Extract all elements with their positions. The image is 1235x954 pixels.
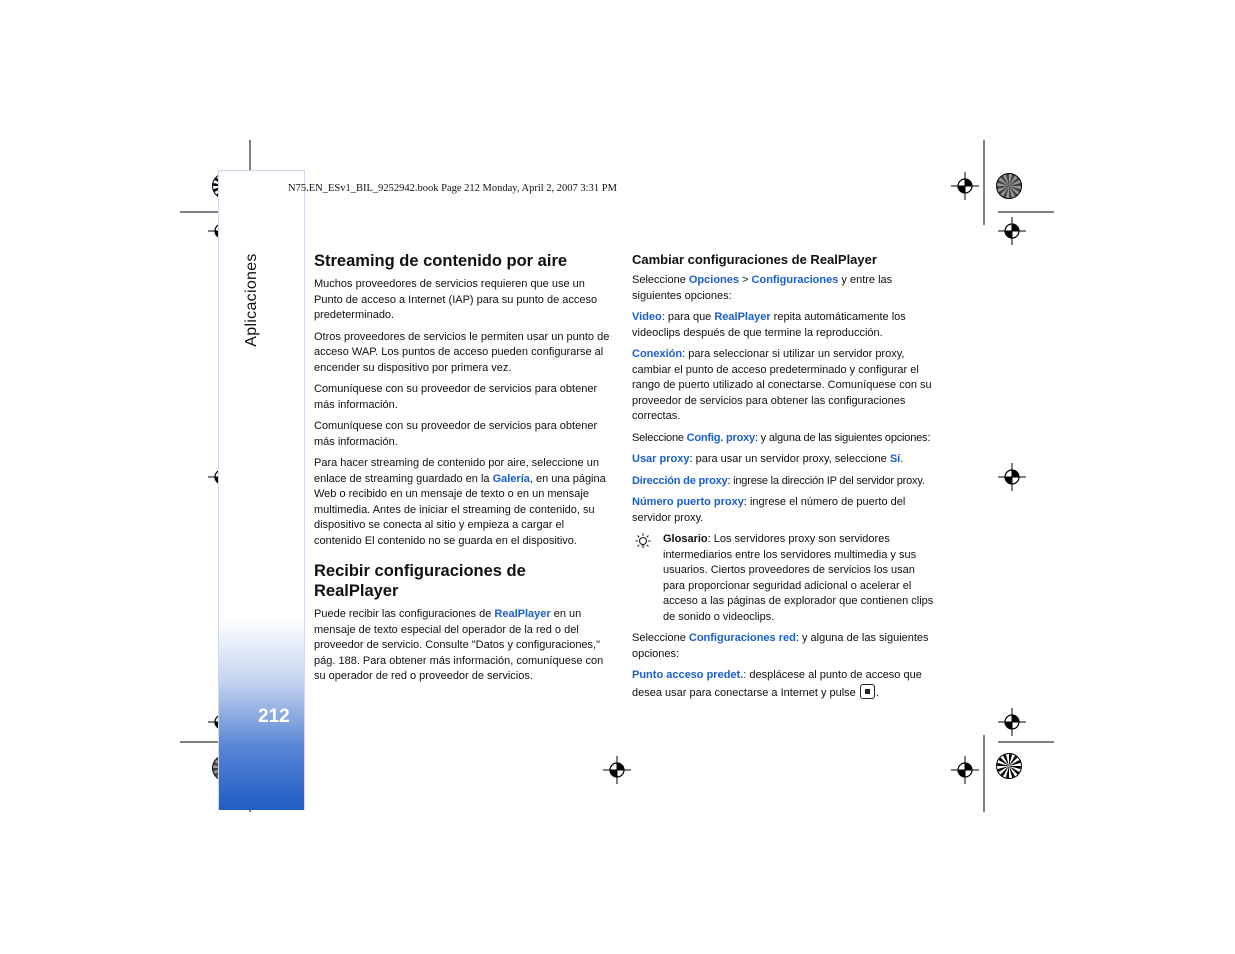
text: : desplácese al punto de acceso que desea usar para conectarse a Internet y pulse: [632, 669, 922, 699]
heading-streaming: Streaming de contenido por aire: [314, 252, 568, 270]
text: >: [739, 274, 752, 286]
paragraph: [632, 474, 937, 490]
text: : y alguna de las siguientes opciones:: [632, 632, 929, 660]
paragraph: [314, 607, 614, 685]
paragraph: [632, 452, 937, 468]
paragraph: [632, 273, 937, 304]
heading-cambiar: Cambiar configuraciones de RealPlayer: [632, 252, 877, 267]
text: y entre las siguientes opciones:: [632, 274, 893, 302]
menu-configuraciones: Configuraciones: [751, 274, 839, 286]
term-punto-acceso: Punto acceso predet.: [632, 669, 744, 681]
menu-configuraciones-red: Configuraciones red: [688, 632, 796, 644]
text: : ingrese la dirección IP del servidor proxy.: [727, 474, 925, 487]
paragraph: [314, 456, 614, 549]
left-column: [314, 251, 614, 691]
paragraph: [632, 431, 937, 447]
option-si: Sí: [889, 453, 901, 465]
term-conexion: Conexión: [632, 348, 683, 360]
page-number: 212: [258, 706, 290, 727]
text: en un mensaje de texto especial del operador de la red o del proveedor de servicio. Consulte "Datos y configuraciones," pág. 188. Para obtener más información, comuníquese con su operador de red o proveedor de servicios.: [314, 608, 604, 682]
tip-term: Glosario: [663, 533, 708, 545]
paragraph: [632, 631, 937, 662]
select-key-icon: [860, 684, 875, 699]
right-column: [632, 251, 937, 707]
paragraph: [632, 495, 937, 526]
text: .: [900, 453, 904, 465]
paragraph: Comuníquese con su proveedor de servicios para obtener más información.: [314, 420, 598, 448]
glossary-tip: [632, 532, 937, 625]
text: : para que: [661, 311, 715, 323]
paragraph: [632, 347, 937, 425]
print-header: N75.EN_ESv1_BIL_9252942.book Page 212 Monday, April 2, 2007 3:31 PM: [288, 183, 617, 194]
link-galeria: Galería: [492, 472, 530, 485]
paragraph: [632, 668, 937, 701]
paragraph: Comuníquese con su proveedor de servicios para obtener más información.: [314, 383, 598, 411]
text: : ingrese el número de puerto del servidor proxy.: [632, 496, 906, 524]
text: Seleccione: [632, 274, 689, 286]
text: Para hacer streaming de contenido por aire, seleccione un enlace de streaming guardado en la: [314, 457, 599, 485]
text: , en una página Web o recibido en un mensaje de texto o en un mensaje multimedia. Antes de iniciar el streaming de contenido, su dispositivo se conecta al sitio y empieza a cargar el contenido El contenido no se guarda en el dispositivo.: [314, 472, 606, 547]
tip-text: : Los servidores proxy son servidores intermediarios entre los servidores multimedia y sus usuarios. Ciertos proveedores de servicios los usan para proporcionar seguridad adicional o acelerar el acceso a las páginas de explorador que contienen clips de sonido o videoclips.: [663, 533, 934, 623]
text: repita automáticamente los videoclips después de que termine la reproducción.: [632, 311, 906, 339]
section-label: Aplicaciones: [243, 253, 260, 347]
lightbulb-icon: [632, 532, 654, 554]
text: Puede recibir las configuraciones de: [314, 608, 495, 620]
text: Seleccione: [632, 632, 689, 644]
text: Seleccione: [632, 431, 687, 444]
paragraph: [632, 310, 937, 341]
link-realplayer: RealPlayer: [494, 608, 551, 620]
term-config-proxy: Config. proxy: [686, 431, 755, 444]
menu-opciones: Opciones: [688, 274, 739, 286]
term-usar-proxy: Usar proxy: [632, 453, 690, 465]
term-numero-puerto: Número puerto proxy: [632, 496, 744, 508]
text: : y alguna de las siguientes opciones:: [754, 431, 931, 444]
term-video: Video: [632, 311, 662, 323]
text: : para seleccionar si utilizar un servidor proxy, cambiar el punto de acceso predeterminado y configurar el rango de puerto utilizado al conectarse. Comuníquese con su proveedor de servicios para obtener las configuraciones correctas.: [632, 348, 932, 422]
link-realplayer: RealPlayer: [714, 311, 771, 323]
heading-recibir: Recibir configuraciones de RealPlayer: [314, 562, 526, 600]
paragraph: Muchos proveedores de servicios requieren que use un Punto de acceso a Internet (IAP) para su punto de acceso predeterminado.: [314, 278, 598, 321]
text: : para usar un servidor proxy, seleccione: [689, 453, 890, 465]
term-direccion-proxy: Dirección de proxy: [632, 474, 728, 487]
text: .: [875, 686, 879, 699]
paragraph: Otros proveedores de servicios le permiten usar un punto de acceso WAP. Los puntos de acceso pueden configurarse al encender su dispositivo por primera vez.: [314, 330, 610, 374]
